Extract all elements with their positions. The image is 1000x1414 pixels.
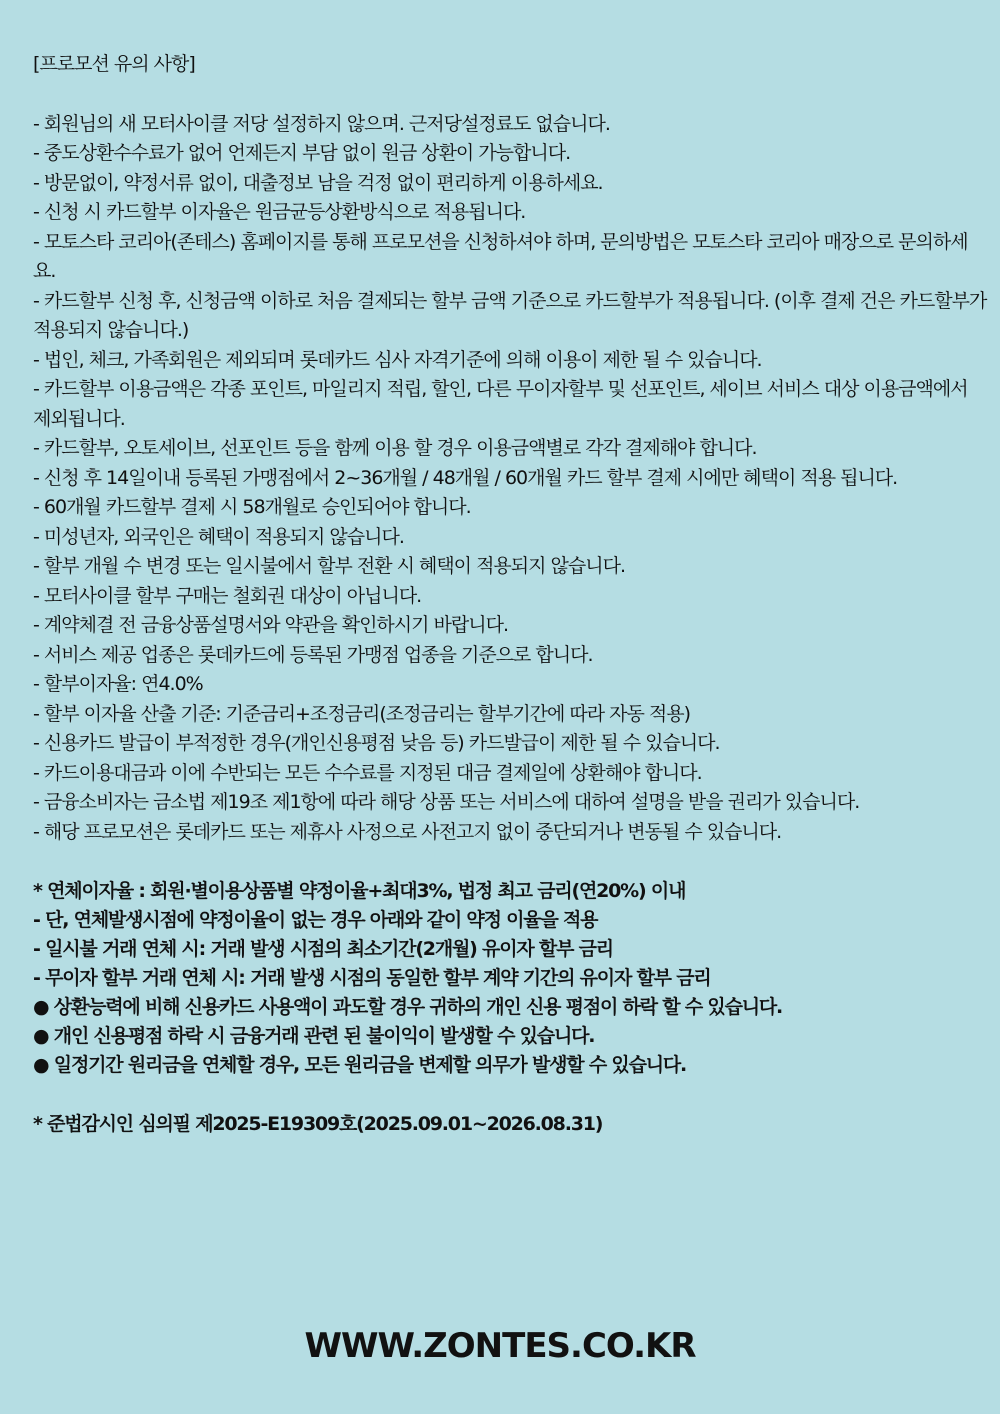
- notice-item: - 방문없이, 약정서류 없이, 대출정보 남을 걱정 없이 편리하게 이용하세요.: [33, 171, 603, 194]
- notice-heading: [프로모션 유의 사항]: [33, 53, 195, 75]
- overdue-rate-line: * 연체이자율 : 회원·별이용상품별 약정이율+최대3%, 법정 최고 금리(연20%) 이내: [33, 880, 686, 902]
- notice-item: - 신용카드 발급이 부적정한 경우(개인신용평점 낮음 등) 카드발급이 제한 될 수 있습니다.: [33, 732, 720, 754]
- notice-item: - 중도상환수수료가 없어 언제든지 부담 없이 원금 상환이 가능합니다.: [33, 142, 571, 164]
- notice-item: - 카드이용대금과 이에 수반되는 모든 수수료를 지정된 대금 결제일에 상환해야 합니다.: [33, 761, 702, 784]
- credit-warning-line: ● 일정기간 원리금을 연체할 경우, 모든 원리금을 변제할 의무가 발생할 수 있습니다.: [33, 1054, 687, 1076]
- notice-item: - 할부 개월 수 변경 또는 일시불에서 할부 전환 시 혜택이 적용되지 않습니다.: [33, 555, 625, 577]
- notice-item: - 해당 프로모션은 롯데카드 또는 제휴사 사정으로 사전고지 없이 중단되거나 변동될 수 있습니다.: [33, 820, 782, 843]
- website-url: WWW.ZONTES.CO.KR: [304, 1326, 696, 1366]
- notice-item: - 금융소비자는 금소법 제19조 제1항에 따라 해당 상품 또는 서비스에 대하여 설명을 받을 권리가 있습니다.: [33, 791, 860, 813]
- credit-warning-line: ● 개인 신용평점 하락 시 금융거래 관련 된 불이익이 발생할 수 있습니다.: [33, 1025, 595, 1047]
- interest-warning-block: [33, 877, 988, 1080]
- notice-item: - 할부 이자율 산출 기준: 기준금리+조정금리(조정금리는 할부기간에 따라 자동 적용): [33, 702, 691, 725]
- notice-item: - 법인, 체크, 가족회원은 제외되며 롯데카드 심사 자격기준에 의해 이용이 제한 될 수 있습니다.: [33, 348, 762, 371]
- notice-item: - 계약체결 전 금융상품설명서와 약관을 확인하시기 바랍니다.: [33, 614, 508, 636]
- notice-item: - 할부이자율: 연4.0%: [33, 673, 203, 695]
- notice-item: - 카드할부, 오토세이브, 선포인트 등을 함께 이용 할 경우 이용금액별로 각각 결제해야 합니다.: [33, 437, 757, 459]
- notice-item: - 카드할부 이용금액은 각종 포인트, 마일리지 적립, 할인, 다른 무이자할부 및 선포인트, 세이브 서비스 대상 이용금액에서 제외됩니다.: [33, 378, 968, 430]
- notice-item: - 미성년자, 외국인은 혜택이 적용되지 않습니다.: [33, 525, 404, 548]
- overdue-rate-note: - 단, 연체발생시점에 약정이율이 없는 경우 아래와 같이 약정 이율을 적용: [33, 909, 598, 931]
- notice-item: - 서비스 제공 업종은 롯데카드에 등록된 가맹점 업종을 기준으로 합니다.: [33, 643, 593, 666]
- lump-sum-overdue-note: - 일시불 거래 연체 시: 거래 발생 시점의 최소기간(2개월) 유이자 할부 금리: [33, 938, 613, 960]
- notice-item: - 신청 시 카드할부 이자율은 원금균등상환방식으로 적용됩니다.: [33, 201, 526, 223]
- notice-content: [33, 50, 988, 1139]
- interest-free-overdue-note: - 무이자 할부 거래 연체 시: 거래 발생 시점의 동일한 할부 계약 기간의 유이자 할부 금리: [33, 967, 711, 989]
- notice-item: - 모토스타 코리아(존테스) 홈페이지를 통해 프로모션을 신청하셔야 하며, 문의방법은 모토스타 코리아 매장으로 문의하세요.: [33, 230, 968, 282]
- compliance-certification: * 준법감시인 심의필 제2025-E19309호(2025.09.01~2026.08.31): [33, 1113, 603, 1135]
- notice-item: - 회원님의 새 모터사이클 저당 설정하지 않으며. 근저당설정료도 없습니다.: [33, 112, 610, 135]
- notice-item: - 카드할부 신청 후, 신청금액 이하로 처음 결제되는 할부 금액 기준으로 카드할부가 적용됩니다. (이후 결제 건은 카드할부가 적용되지 않습니다.): [33, 289, 987, 341]
- notice-item: - 60개월 카드할부 결제 시 58개월로 승인되어야 합니다.: [33, 496, 471, 518]
- credit-warning-line: ● 상환능력에 비해 신용카드 사용액이 과도할 경우 귀하의 개인 신용 평점이 하락 할 수 있습니다.: [33, 996, 783, 1018]
- notice-item: - 신청 후 14일이내 등록된 가맹점에서 2~36개월 / 48개월 / 60개월 카드 할부 결제 시에만 혜택이 적용 됩니다.: [33, 466, 898, 489]
- notice-list: [33, 110, 988, 848]
- notice-item: - 모터사이클 할부 구매는 철회권 대상이 아닙니다.: [33, 584, 422, 607]
